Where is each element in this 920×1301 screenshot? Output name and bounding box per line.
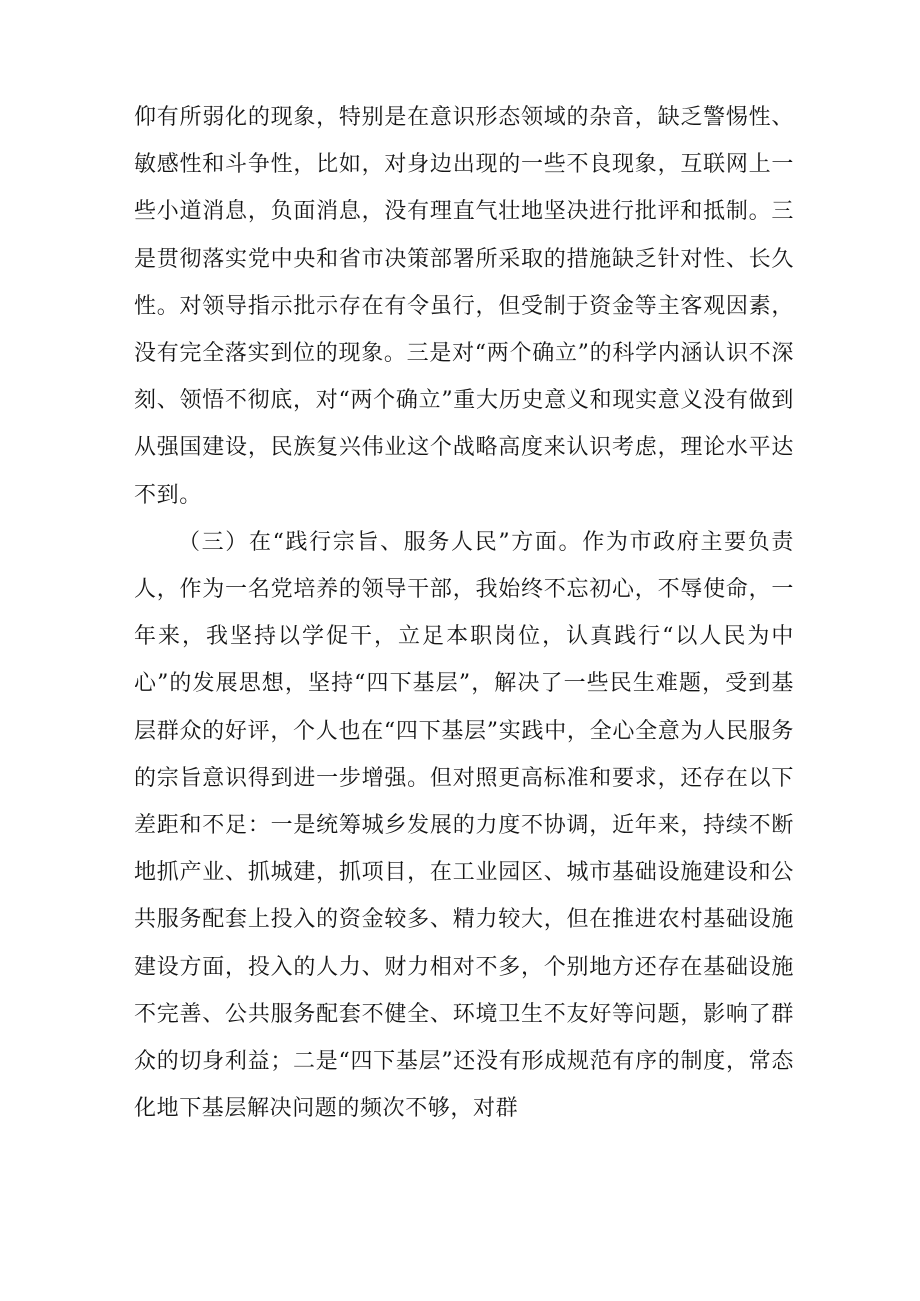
body-paragraph-section-three: （三）在“践行宗旨、服务人民”方面。作为市政府主要负责人，作为一名党培养的领导干部，我始终不忘初心，不辱使命，一年来，我坚持以学促干，立足本职岗位，认真践行“以人民为中心”的发展思想，坚持“四下基层”，解决了一些民生难题，受到基层群众的好评，个人也在“四下基层”实践中，全心全意为人民服务的宗旨意识得到进一步增强。但对照更高标准和要求，还存在以下差距和不足：一是统筹城乡发展的力度不协调，近年来，持续不断地抓产业、抓城建，抓项目，在工业园区、城市基础设施建设和公共服务配套上投入的资金较多、精力较大，但在推进农村基础设施建设方面，投入的人力、财力相对不多，个别地方还存在基础设施不完善、公共服务配套不健全、环境卫生不友好等问题，影响了群众的切身利益；二是“四下基层”还没有形成规范有序的制度，常态化地下基层解决问题的频次不够，对群 <box>134 529 794 1122</box>
document-page <box>134 94 794 1132</box>
body-paragraph-continued: 仰有所弱化的现象，特别是在意识形态领域的杂音，缺乏警惕性、敏感性和斗争性，比如，对身边出现的一些不良现象，互联网上一些小道消息，负面消息，没有理直气壮地坚决进行批评和抵制。三是贯彻落实党中央和省市决策部署所采取的措施缺乏针对性、长久性。对领导指示批示存在有令虽行，但受制于资金等主客观因素，没有完全落实到位的现象。三是对“两个确立”的科学内涵认识不深刻、领悟不彻底，对“两个确立”重大历史意义和现实意义没有做到从强国建设，民族复兴伟业这个战略高度来认识考虑，理论水平达不到。 <box>134 105 794 508</box>
